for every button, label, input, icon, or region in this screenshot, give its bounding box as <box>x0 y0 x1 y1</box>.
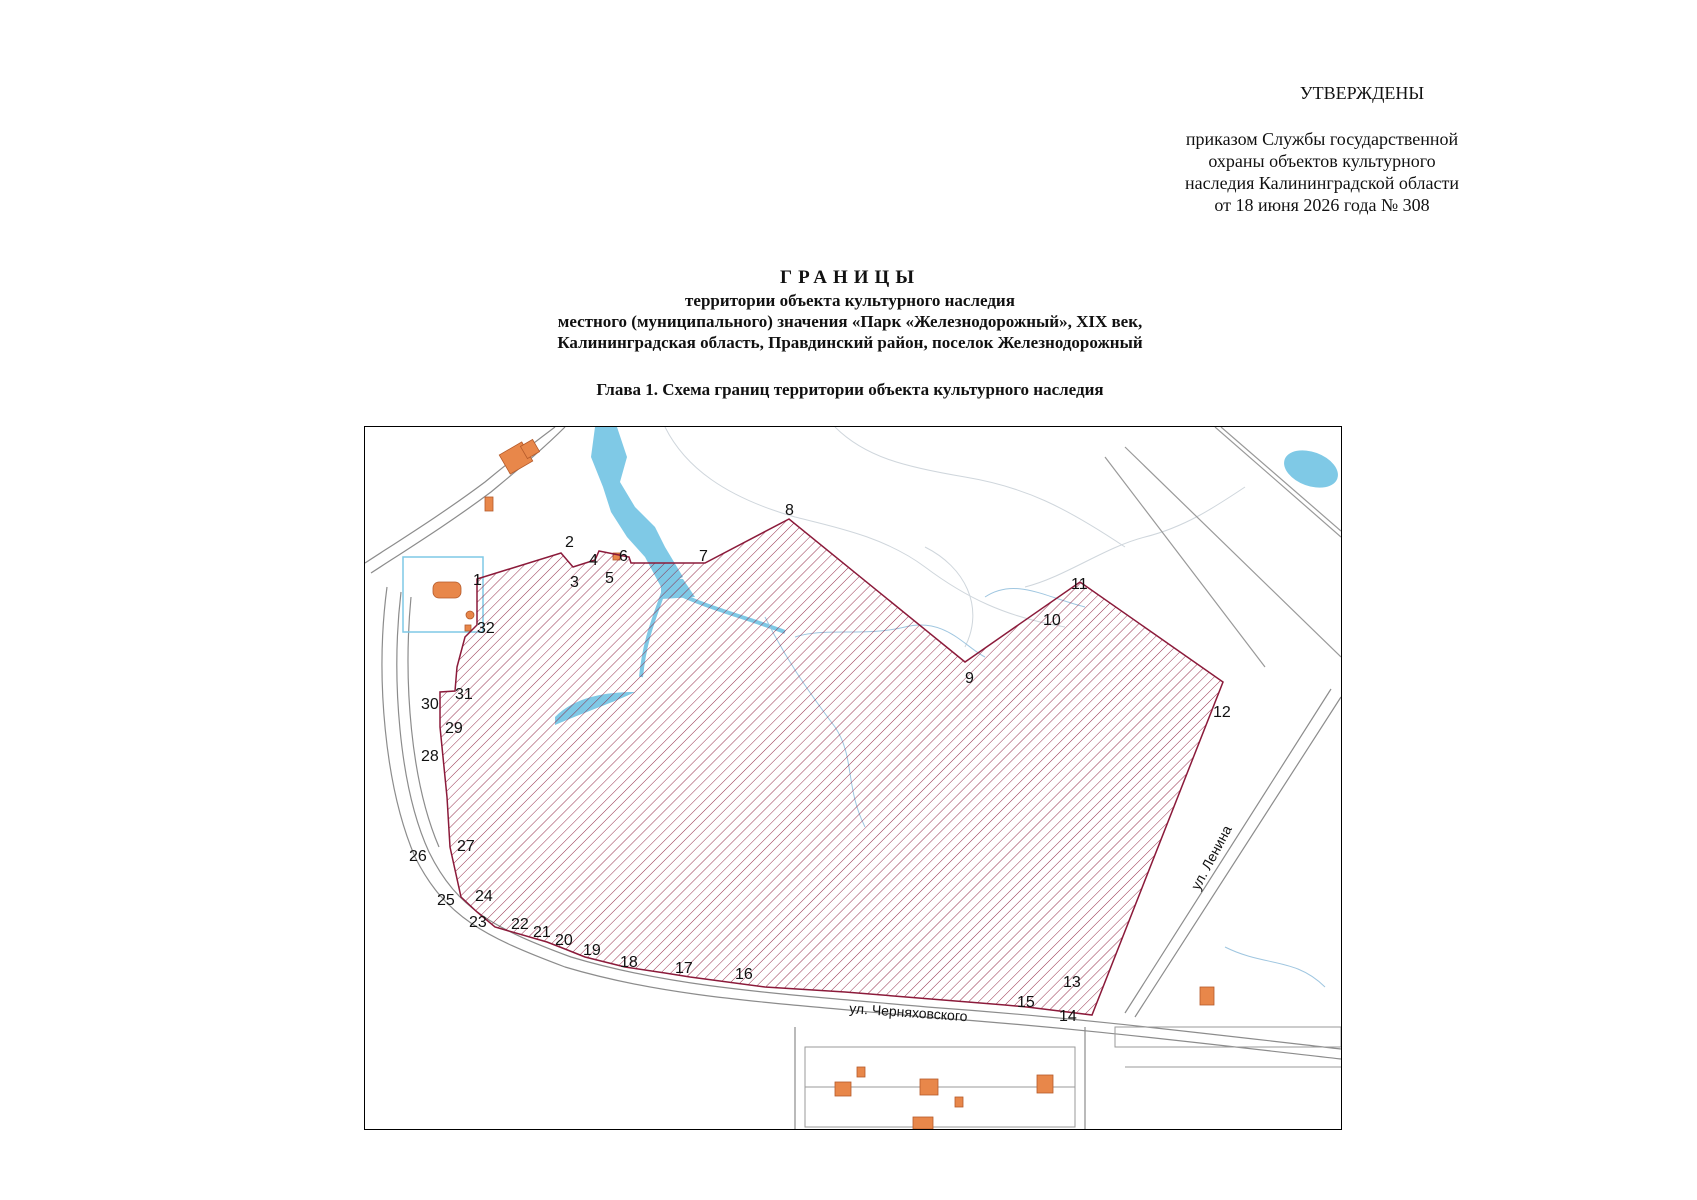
title-main: ГРАНИЦЫ <box>780 267 920 288</box>
building <box>857 1067 865 1077</box>
street-label-chernyakhovskogo: ул. Черняховского <box>848 1000 969 1025</box>
point-label: 20 <box>555 932 573 949</box>
building <box>485 497 493 511</box>
building <box>466 611 474 619</box>
document-title <box>360 266 1340 353</box>
title-line: территории объекта культурного наследия <box>685 291 1015 310</box>
point-label: 22 <box>511 916 529 933</box>
chapter-heading: Глава 1. Схема границ территории объекта культурного наследия <box>596 380 1104 399</box>
point-label: 2 <box>565 534 574 551</box>
approval-line: охраны объектов культурного <box>1208 151 1436 171</box>
point-label: 23 <box>469 914 487 931</box>
approval-line: наследия Калининградской области <box>1185 173 1459 193</box>
point-label: 31 <box>455 686 473 703</box>
map-canvas <box>365 427 1341 1129</box>
point-label: 9 <box>965 670 974 687</box>
point-label: 27 <box>457 838 475 855</box>
point-label: 4 <box>589 552 598 569</box>
point-label: 19 <box>583 942 601 959</box>
point-label: 13 <box>1063 974 1081 991</box>
point-label: 29 <box>445 720 463 737</box>
point-label: 30 <box>421 696 439 713</box>
point-label: 15 <box>1017 994 1035 1011</box>
point-label: 18 <box>620 954 638 971</box>
building <box>465 625 471 631</box>
point-label: 11 <box>1071 576 1088 593</box>
point-label: 32 <box>477 620 495 637</box>
title-line: Калининградская область, Правдинский район, поселок Железнодорожный <box>557 333 1143 352</box>
approval-lines <box>1122 128 1522 216</box>
point-label: 14 <box>1059 1008 1077 1025</box>
point-label: 1 <box>473 572 482 589</box>
building <box>920 1079 938 1095</box>
point-label: 16 <box>735 966 753 983</box>
point-label: 17 <box>675 960 693 977</box>
building <box>1037 1075 1053 1093</box>
point-label: 12 <box>1213 704 1231 721</box>
point-label: 26 <box>409 848 427 865</box>
point-label: 24 <box>475 888 493 905</box>
building <box>1200 987 1214 1005</box>
title-line: местного (муниципального) значения «Парк «Железнодорожный», XIX век, <box>557 312 1143 331</box>
point-label: 21 <box>533 924 551 941</box>
point-label: 7 <box>699 548 708 565</box>
pond-ne <box>1279 443 1341 494</box>
approval-line: приказом Службы государственной <box>1185 129 1459 149</box>
building <box>835 1082 851 1096</box>
street-label-lenina: ул. Ленина <box>1187 822 1235 893</box>
building <box>955 1097 963 1107</box>
approval-heading: УТВЕРЖДЕНЫ <box>1299 83 1425 103</box>
point-label: 5 <box>605 570 614 587</box>
point-label: 3 <box>570 574 579 591</box>
point-label: 25 <box>437 892 455 909</box>
point-label: 10 <box>1043 612 1061 629</box>
building <box>433 582 461 598</box>
point-label: 6 <box>619 548 628 565</box>
approval-line: от 18 июня 2026 года № 308 <box>1214 195 1430 215</box>
village-south <box>805 1027 1341 1127</box>
point-label: 8 <box>785 502 794 519</box>
boundary-map <box>364 426 1342 1130</box>
building <box>913 1117 933 1129</box>
point-label: 28 <box>421 748 439 765</box>
